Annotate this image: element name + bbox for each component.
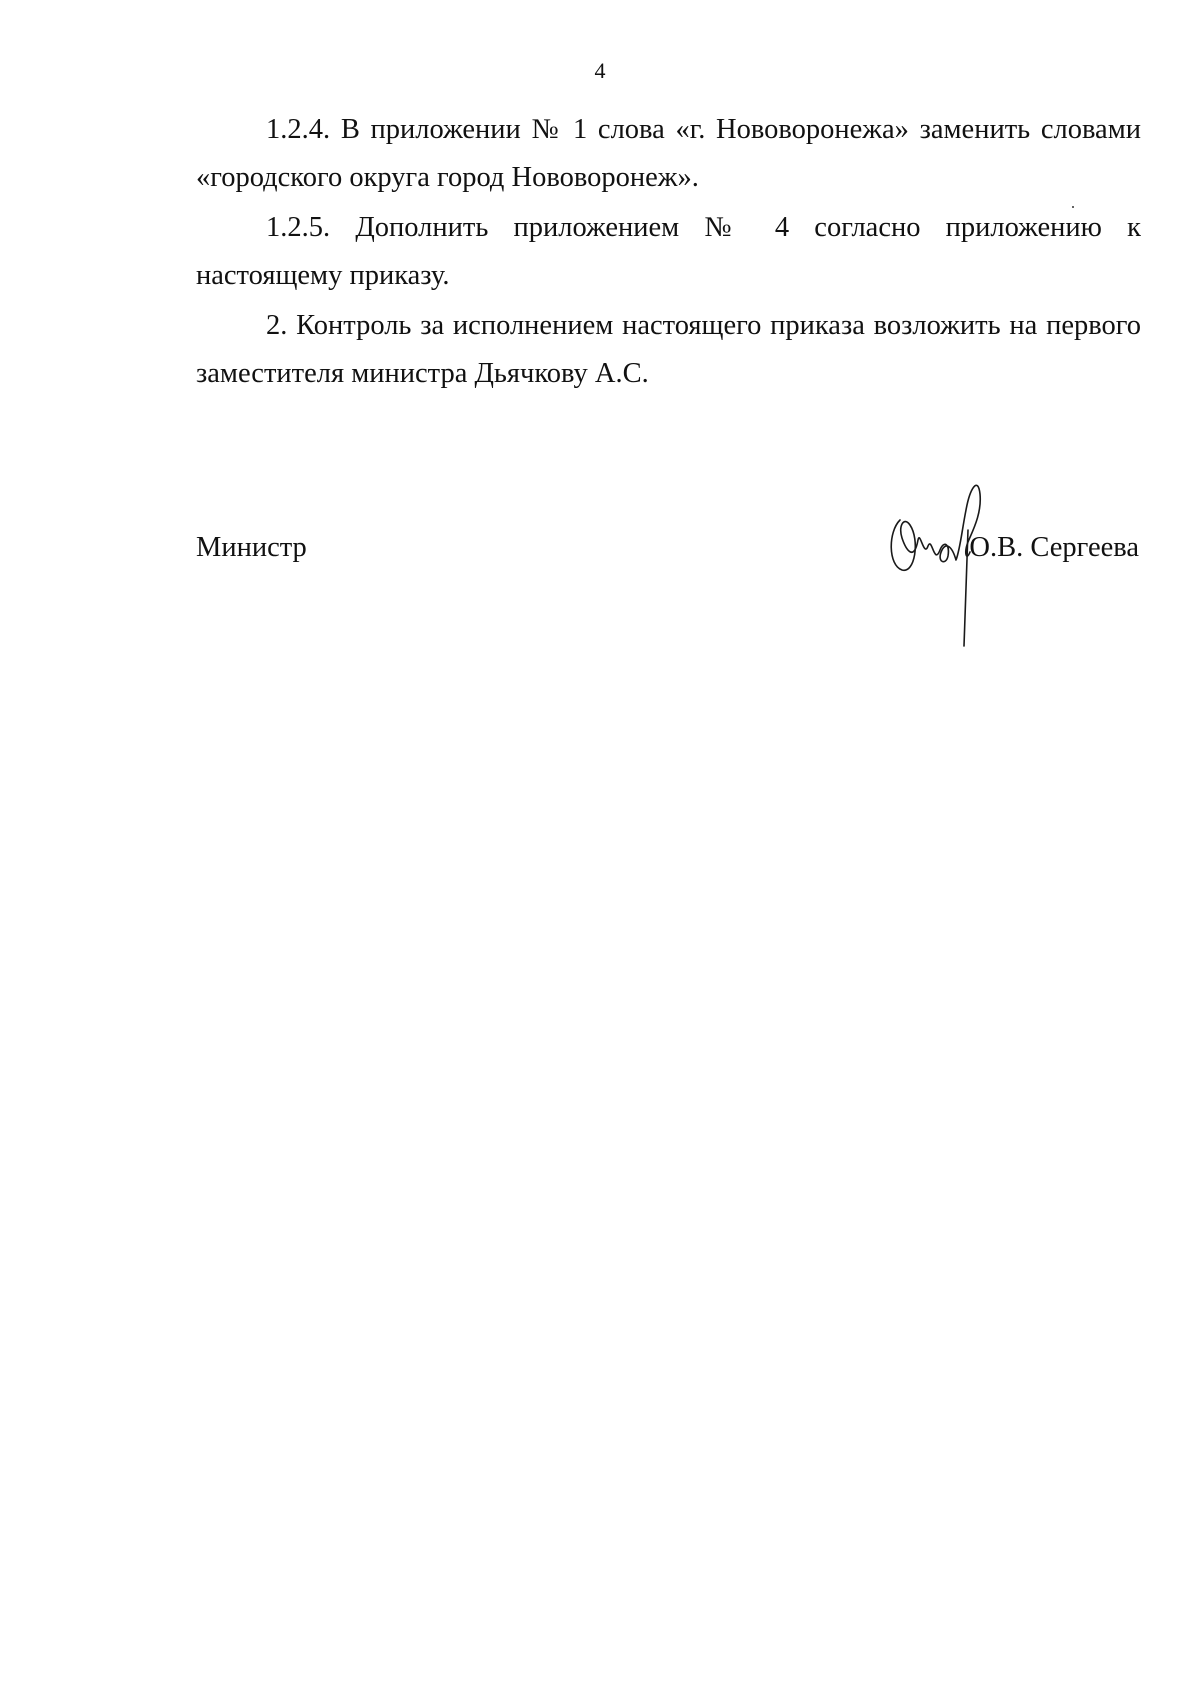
- signatory-name: О.В. Сергеева: [969, 532, 1139, 563]
- handwritten-signature: [880, 470, 990, 650]
- signatory-position: Министр: [196, 532, 307, 563]
- scan-speck: [1072, 206, 1074, 208]
- page-number: 4: [594, 58, 606, 83]
- paragraph-2-control: 2. Контроль за исполнением настоящего приказа возложить на первого заместителя министра Дьячкову А.С.: [196, 310, 1141, 389]
- paragraph-1-2-4: 1.2.4. В приложении № 1 слова «г. Нововоронежа» заменить словами «городского округа город Нововоронеж».: [196, 114, 1141, 193]
- paragraph-1-2-5: 1.2.5. Дополнить приложением № 4 согласно приложению к настоящему приказу.: [196, 212, 1141, 291]
- signature-block: [196, 528, 1141, 568]
